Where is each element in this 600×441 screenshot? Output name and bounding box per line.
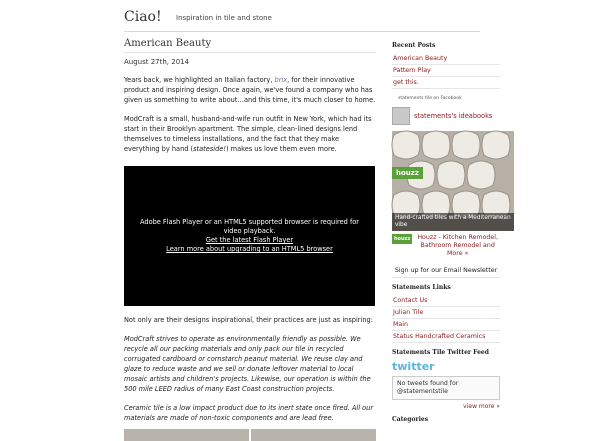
ideabook-thumbnail[interactable] <box>392 107 410 125</box>
flash-player-link[interactable]: Get the latest Flash Player <box>205 236 294 244</box>
link-item[interactable]: Main <box>392 319 500 331</box>
links-list <box>392 295 500 343</box>
link-item[interactable]: Julian Tile <box>392 307 500 319</box>
houzz-logo-icon[interactable]: houzz <box>394 236 411 242</box>
post-paragraph-4: ModCraft strives to operate as environmentally friendly as possible. We recycle all our packing materials and only pack our tile in recycled corrugated cardboard or cornstarch peanut material. We reuse clay and glaze to reduce waste and we sell or donate leftover material to local mosaic artists and children's projects. Likewise, our operation is within the 500 mile LEED radius of many East Coast construction projects. <box>124 335 371 393</box>
stateside-emphasis: stateside! <box>193 145 226 153</box>
video-message: Adobe Flash Player or an HTML5 supported browser is required for video playback. <box>139 218 360 235</box>
recent-posts-heading: Recent Posts <box>392 42 436 49</box>
site-header <box>124 0 480 32</box>
post-paragraph-3: Not only are their designs inspirational, their practices are just as inspiring: <box>124 316 373 324</box>
post-date: August 27th, 2014 <box>124 58 190 66</box>
link-item[interactable]: Status Handcrafted Ceramics <box>392 331 500 343</box>
houzz-image[interactable] <box>392 131 514 231</box>
html5-upgrade-link[interactable]: Learn more about upgrading to an HTML5 browser <box>166 245 333 253</box>
houzz-badge[interactable]: houzz <box>392 167 423 179</box>
link-item[interactable]: Contact Us <box>392 295 500 307</box>
recent-post-item[interactable]: get this. <box>392 77 500 89</box>
houzz-caption: Hand-crafted tiles with a Mediterranean vibe <box>392 213 514 231</box>
newsletter-signup-link[interactable]: Sign up for our Email Newsletter <box>392 264 500 278</box>
links-heading: Statements Links <box>392 284 451 291</box>
categories-heading: Categories <box>392 416 429 423</box>
post-paragraph-2: ModCraft is a small, husband-and-wife run outfit in New York, which had its start in their Brooklyn apartment. The simple, clean-lined designs lend themselves to timeless installations, and the fact that they make everything by hand (stateside!) makes us love them even more. <box>124 115 372 153</box>
brix-link[interactable]: brix <box>274 76 288 84</box>
ideabooks-label[interactable]: statements's ideabooks <box>414 112 493 120</box>
post-title[interactable]: American Beauty <box>124 38 376 53</box>
recent-post-item[interactable]: American Beauty <box>392 53 500 65</box>
twitter-feed-heading: Statements Tile Twitter Feed <box>392 349 489 356</box>
ideabooks-widget[interactable] <box>392 107 500 125</box>
photo-thumb[interactable] <box>251 429 376 441</box>
houzz-link-text: Houzz - Kitchen Remodel, Bathroom Remodel and More » <box>417 234 499 257</box>
post-paragraph-5: Ceramic tile is a low impact product due to its inert state once fired. All our materials are made of non-toxic components and are lead free. <box>124 404 374 422</box>
video-player[interactable] <box>124 166 375 306</box>
houzz-footer <box>392 234 500 258</box>
sidebar <box>392 36 511 423</box>
recent-post-item[interactable]: Pattern Play <box>392 65 500 77</box>
facebook-link[interactable]: statements tile on Facebook <box>398 96 462 101</box>
site-tagline: Inspiration in tile and stone <box>176 14 272 22</box>
post-paragraph-1: Years back, we highlighted an Italian factory, brix, for their innovative product and inspiring design. Once again, we've found a company who has given us something to write about…and this time, it's much closer to home. <box>124 76 376 104</box>
view-more-link[interactable]: view more » <box>463 403 500 410</box>
site-title[interactable]: Ciao! <box>124 9 162 25</box>
main-content <box>124 36 376 441</box>
photo-thumb[interactable] <box>124 429 249 441</box>
tweet-box: No tweets found for @statementstile <box>392 376 500 400</box>
twitter-logo-icon[interactable]: twitter <box>392 360 435 373</box>
houzz-more-link[interactable]: More » <box>446 250 469 257</box>
photo-strip <box>124 429 376 441</box>
recent-posts-list <box>392 53 500 89</box>
